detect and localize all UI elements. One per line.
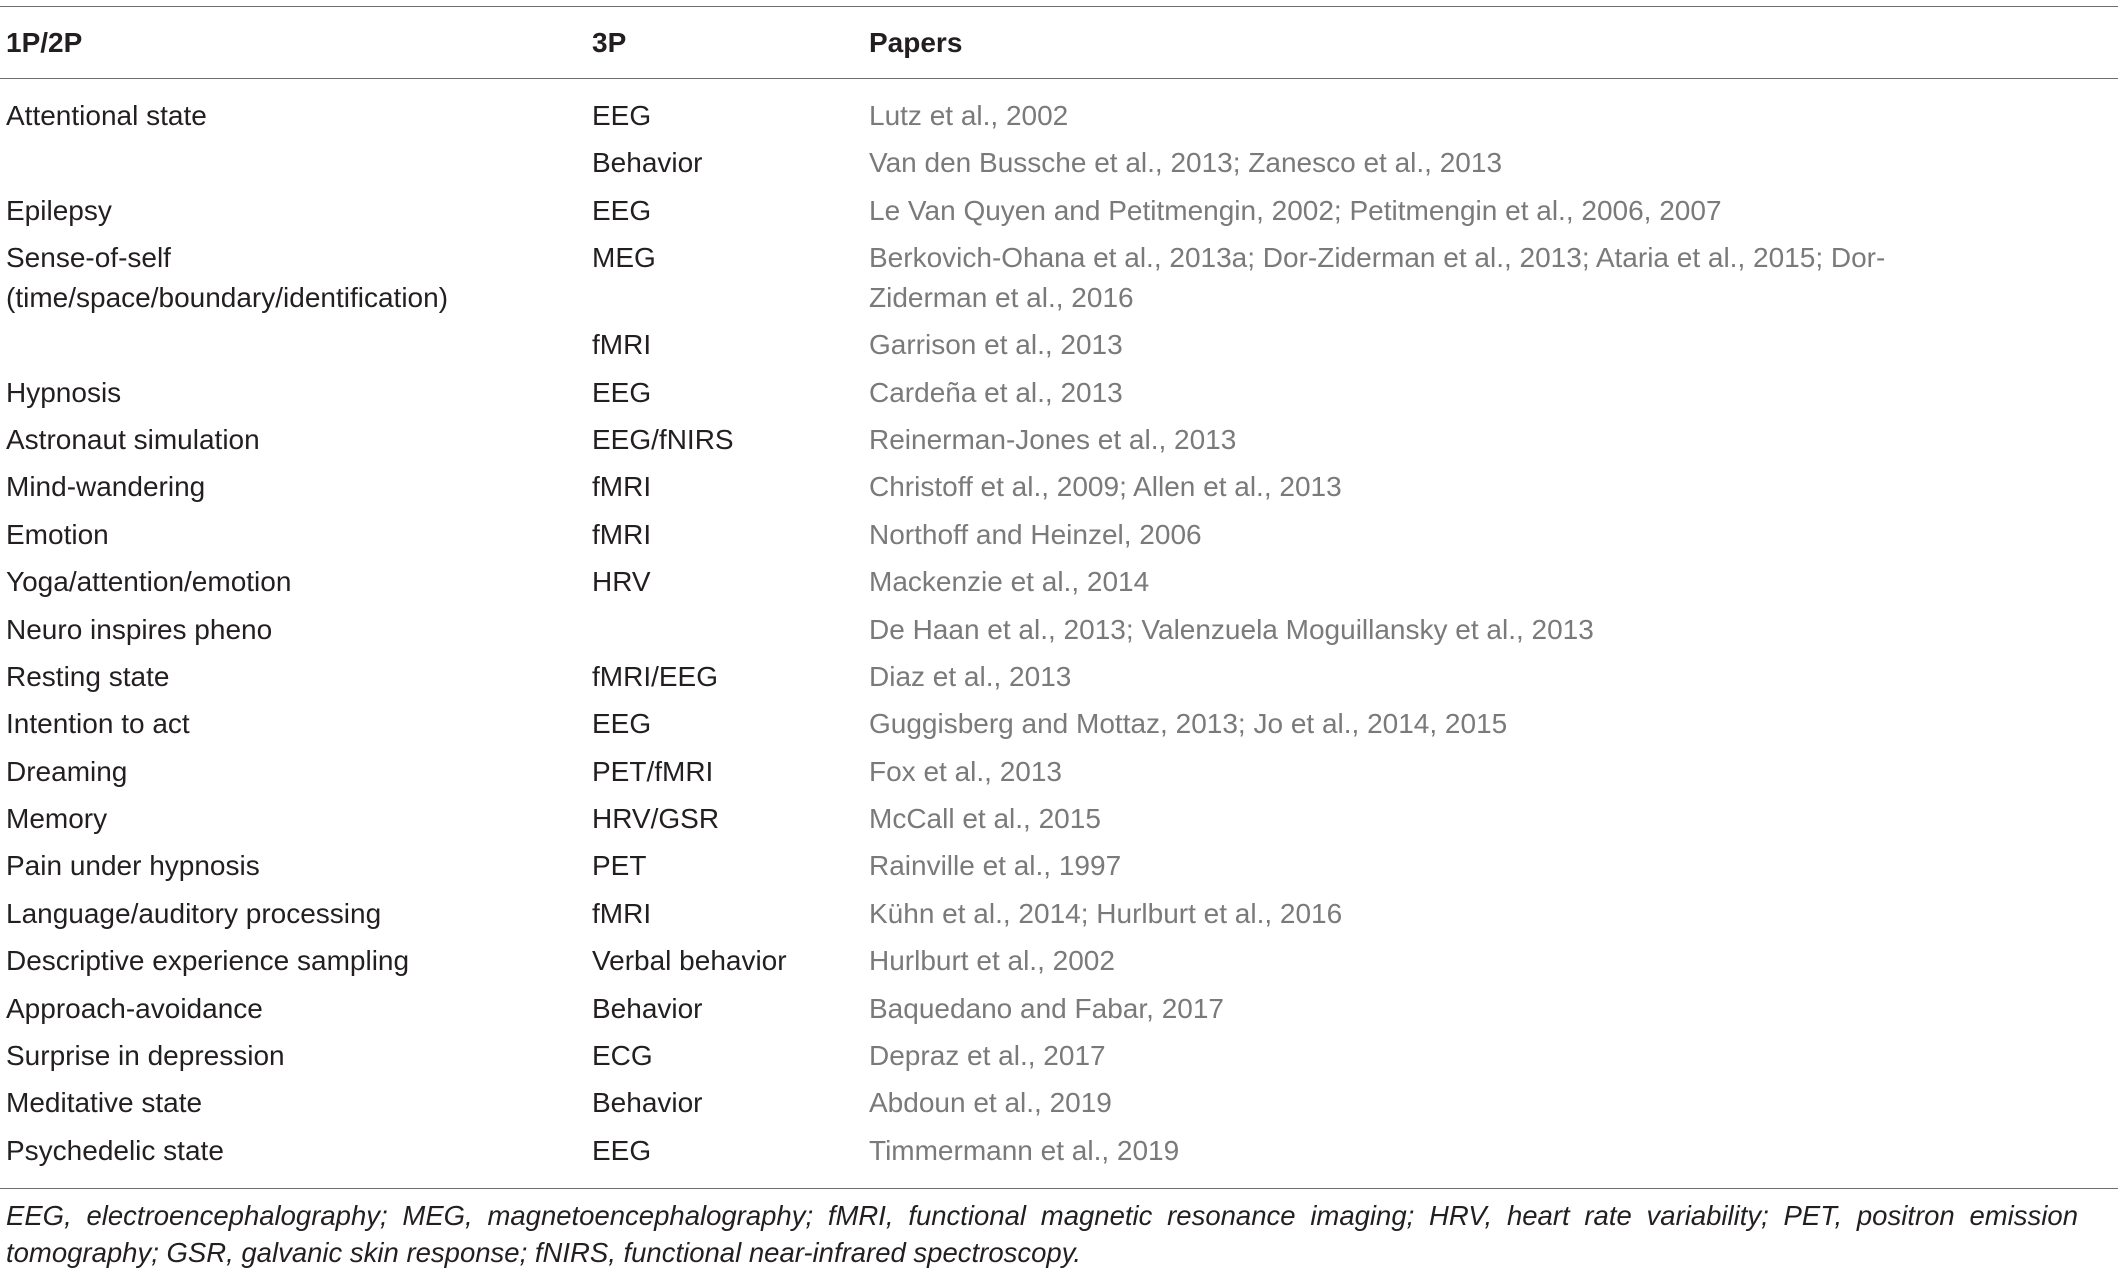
phenomenon-cell: Yoga/attention/emotion: [6, 566, 292, 598]
phenomenon-cell: Psychedelic state: [6, 1134, 224, 1166]
method-cell: MEG: [592, 242, 656, 274]
phenomenon-cell: Meditative state: [6, 1087, 203, 1119]
phenomenon-cell: Approach-avoidance: [6, 992, 263, 1024]
phenomenon-cell: Dreaming: [6, 755, 128, 787]
papers-cell: Northoff and Heinzel, 2006: [869, 518, 1202, 550]
papers-cell: Timmermann et al., 2019: [869, 1134, 1180, 1166]
method-cell: EEG: [592, 100, 652, 131]
table: [0, 6, 2118, 1271]
papers-cell: Van den Bussche et al., 2013; Zanesco et al., 2013: [869, 147, 1503, 179]
method-cell: EEG: [592, 1134, 652, 1166]
method-cell: HRV: [592, 566, 651, 598]
papers-cell: Garrison et al., 2013: [869, 329, 1123, 361]
papers-cell: Christoff et al., 2009; Allen et al., 2013: [869, 471, 1342, 503]
header-3p: 3P: [592, 27, 627, 58]
papers-cell: Baquedano and Fabar, 2017: [869, 992, 1224, 1024]
table-row: [0, 700, 2118, 747]
table-row: [0, 606, 2118, 653]
method-cell: Behavior: [592, 1087, 703, 1119]
table-row: [0, 369, 2118, 416]
papers-cell: Hurlburt et al., 2002: [869, 945, 1115, 977]
table-row: [0, 187, 2118, 234]
method-cell: fMRI: [592, 471, 652, 503]
papers-cell: Berkovich-Ohana et al., 2013a; Dor-Ziderman et al., 2013; Ataria et al., 2015; Dor-Ziderman et al., 2016: [869, 242, 1886, 314]
table-body: [0, 79, 2118, 1188]
table-row: [0, 653, 2118, 700]
papers-cell: Mackenzie et al., 2014: [869, 566, 1150, 598]
papers-cell: Diaz et al., 2013: [869, 660, 1072, 692]
header-papers: Papers: [869, 27, 963, 58]
phenomenon-cell: Intention to act: [6, 708, 190, 740]
method-cell: Verbal behavior: [592, 945, 787, 977]
method-cell: EEG: [592, 708, 652, 740]
phenomenon-cell: Emotion: [6, 518, 109, 550]
table-row: [0, 937, 2118, 984]
papers-cell: Guggisberg and Mottaz, 2013; Jo et al., 2014, 2015: [869, 708, 1508, 740]
method-cell: fMRI: [592, 329, 652, 361]
table-row: [0, 139, 2118, 186]
phenomenon-cell: Attentional state: [6, 100, 207, 131]
method-cell: EEG: [592, 194, 652, 226]
papers-cell: Lutz et al., 2002: [869, 100, 1069, 131]
method-cell: Behavior: [592, 147, 703, 179]
table-row: [0, 1032, 2118, 1079]
table-row: [0, 416, 2118, 463]
phenomenon-cell: Language/auditory processing: [6, 897, 382, 929]
papers-cell: Cardeña et al., 2013: [869, 376, 1123, 408]
table-row: [0, 890, 2118, 937]
method-cell: PET/fMRI: [592, 755, 714, 787]
papers-cell: Fox et al., 2013: [869, 755, 1063, 787]
papers-cell: Kühn et al., 2014; Hurlburt et al., 2016: [869, 897, 1343, 929]
table-row: [0, 511, 2118, 558]
table-row: [0, 463, 2118, 510]
method-cell: EEG: [592, 376, 652, 408]
table-row: [0, 748, 2118, 795]
papers-cell: Depraz et al., 2017: [869, 1040, 1106, 1072]
phenomenon-cell: Memory: [6, 803, 108, 835]
table-row: [0, 795, 2118, 842]
phenomenon-cell: Surprise in depression: [6, 1040, 285, 1072]
method-cell: fMRI: [592, 897, 652, 929]
phenomenon-cell: Sense-of-self (time/space/boundary/identification): [6, 242, 449, 314]
table-row: [0, 842, 2118, 889]
method-cell: ECG: [592, 1040, 653, 1072]
table-row: [0, 985, 2118, 1032]
phenomenon-cell: Astronaut simulation: [6, 423, 260, 455]
papers-cell: Le Van Quyen and Petitmengin, 2002; Petitmengin et al., 2006, 2007: [869, 194, 1722, 226]
papers-cell: Abdoun et al., 2019: [869, 1087, 1112, 1119]
table-footnote: EEG, electroencephalography; MEG, magnetoencephalography; fMRI, functional magnetic resonance imaging; HRV, heart rate variability; PET, positron emission tomography; GSR, galvanic skin response; fNIRS, functional near-infrared spectroscopy.: [6, 1200, 2078, 1269]
papers-cell: Reinerman-Jones et al., 2013: [869, 423, 1237, 455]
method-cell: PET: [592, 850, 647, 882]
phenomenon-cell: Hypnosis: [6, 376, 122, 408]
method-cell: HRV/GSR: [592, 803, 720, 835]
table-header-row: [0, 7, 2118, 78]
phenomenon-cell: Resting state: [6, 660, 170, 692]
papers-cell: McCall et al., 2015: [869, 803, 1101, 835]
table-row: [0, 234, 2118, 321]
phenomenon-cell: Pain under hypnosis: [6, 850, 260, 882]
method-cell: fMRI: [592, 518, 652, 550]
phenomenon-cell: Neuro inspires pheno: [6, 613, 273, 645]
table-row: [0, 558, 2118, 605]
table-row: [0, 1127, 2118, 1174]
method-cell: fMRI/EEG: [592, 660, 719, 692]
method-cell: EEG/fNIRS: [592, 423, 734, 455]
header-1p2p: 1P/2P: [6, 27, 83, 58]
table-row: [0, 321, 2118, 368]
table-row: [0, 92, 2118, 139]
papers-cell: De Haan et al., 2013; Valenzuela Moguillansky et al., 2013: [869, 613, 1594, 645]
table-row: [0, 1079, 2118, 1126]
phenomenon-cell: Epilepsy: [6, 194, 112, 226]
phenomenon-cell: Mind-wandering: [6, 471, 206, 503]
phenomenon-cell: Descriptive experience sampling: [6, 945, 410, 977]
method-cell: Behavior: [592, 992, 703, 1024]
papers-cell: Rainville et al., 1997: [869, 850, 1122, 882]
